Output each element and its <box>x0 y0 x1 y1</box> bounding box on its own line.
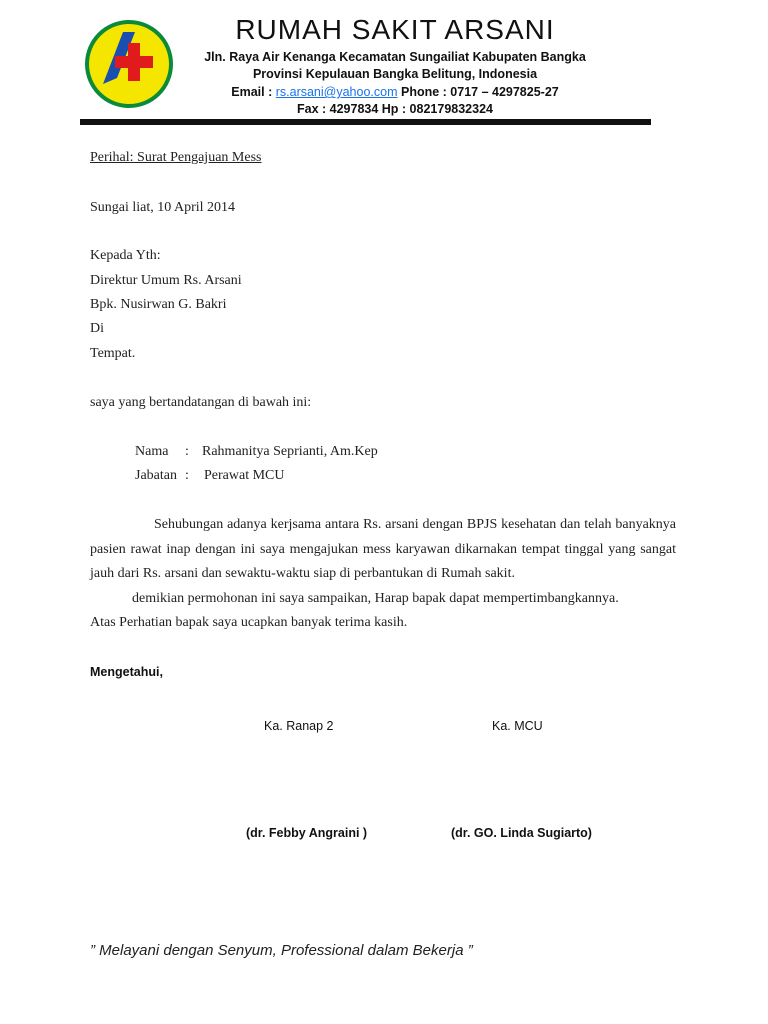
email-link[interactable]: rs.arsani@yahoo.com <box>275 85 398 99</box>
field-label-position: Jabatan <box>135 468 177 483</box>
letter-subject: Perihal: Surat Pengajuan Mess <box>90 150 262 165</box>
recipient-line: Kepada Yth: <box>90 248 161 263</box>
fax-hp-line: Fax : 4297834 Hp : 082179832324 <box>297 102 493 116</box>
recipient-line: Bpk. Nusirwan G. Bakri <box>90 297 227 312</box>
field-value-position: Perawat MCU <box>204 468 285 483</box>
hospital-motto: ” Melayani dengan Senyum, Professional dalam Bekerja ” <box>90 942 473 959</box>
header-divider <box>80 119 651 125</box>
letter-date: Sungai liat, 10 April 2014 <box>90 200 236 215</box>
address-line-2: Provinsi Kepulauan Bangka Belitung, Indonesia <box>252 67 538 81</box>
recipient-line: Di <box>90 321 104 336</box>
logo-cross-h <box>115 56 153 68</box>
acknowledged-label: Mengetahui, <box>90 665 163 679</box>
letter-intro: saya yang bertandatangan di bawah ini: <box>90 395 312 410</box>
hospital-name: RUMAH SAKIT ARSANI <box>235 14 555 45</box>
email-label: Email : <box>231 85 273 99</box>
field-value-name: Rahmanitya Seprianti, Am.Kep <box>202 444 378 459</box>
field-sep-position: : <box>185 468 189 483</box>
body-paragraph-2: demikian permohonan ini saya sampaikan, Harap bapak dapat mempertimbangkannya. <box>132 591 619 606</box>
field-label-name: Nama <box>135 444 169 459</box>
recipient-line: Tempat. <box>90 346 136 361</box>
body-paragraph-1 <box>90 513 676 587</box>
body-paragraph-3: Atas Perhatian bapak saya ucapkan banyak terima kasih. <box>90 615 408 630</box>
field-sep-name: : <box>185 444 189 459</box>
signer-right-title: Ka. MCU <box>492 719 543 733</box>
body-paragraph-1-text: Sehubungan adanya kerjsama antara Rs. arsani dengan BPJS kesehatan dan telah banyaknya pasien rawat inap dengan ini saya mengajukan mess karyawan dikarnakan tempat tinggal yang sangat jauh dari Rs. arsani dan sewaktu-waktu siap di perbantukan di Rumah sakit. <box>90 517 676 581</box>
signer-left-name: (dr. Febby Angraini ) <box>246 826 368 840</box>
phone-text: Phone : 0717 – 4297825-27 <box>400 85 559 99</box>
hospital-logo <box>83 18 175 110</box>
signer-right-name: (dr. GO. Linda Sugiarto) <box>451 826 592 840</box>
recipient-line: Direktur Umum Rs. Arsani <box>90 273 242 288</box>
signer-left-title: Ka. Ranap 2 <box>264 719 334 733</box>
contact-line <box>190 85 600 99</box>
address-line-1: Jln. Raya Air Kenanga Kecamatan Sungailiat Kabupaten Bangka <box>204 50 586 64</box>
